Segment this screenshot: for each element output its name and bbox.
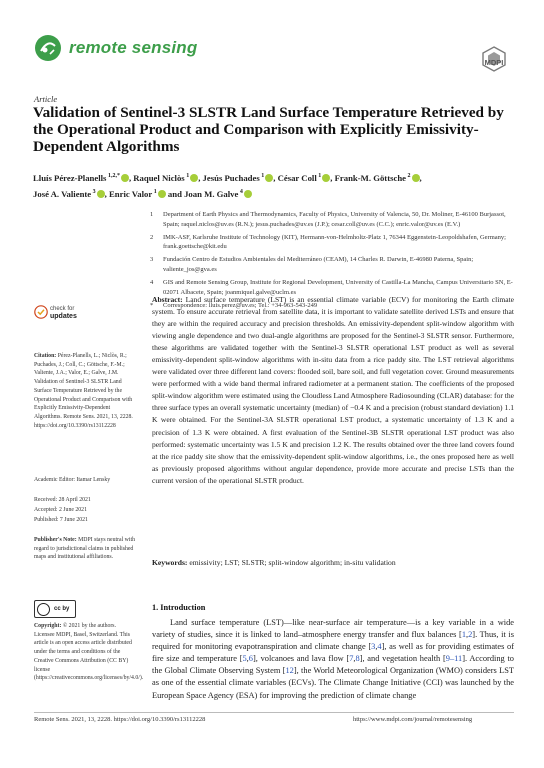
reference-link[interactable]: 6 [248,654,253,664]
reference-link[interactable]: 9–11 [445,654,463,664]
intro-text-segment: Land surface temperature (LST)—like near-surface air temperature—is a key variable in a wide variety of studies, since it is linked to land–atmosphere energy transfer and flux balances [ [152,618,514,640]
copyright-text: © 2021 by the authors. Licensee MDPI, Basel, Switzerland. This article is an open access article distributed under the terms and conditions of the Creative Commons Attribution (CC BY) license (https://creativecommons.org/licenses/by/4.0/). [34,623,144,682]
citation-label: Citation: [34,353,57,359]
reference-link[interactable]: 5 [242,654,247,664]
footer-citation: Remote Sens. 2021, 13, 2228. https://doi.org/10.3390/rs13112228 [34,716,206,723]
publisher-note-label: Publisher's Note: [34,537,77,543]
cc-by-license-badge[interactable] [34,600,76,618]
author-name: Lluís Pérez-Planells [33,172,107,183]
published-date: Published: 7 June 2021 [34,517,88,523]
keywords-label: Keywords: [152,558,188,567]
affiliation-number: * [150,301,154,309]
publisher-note [34,536,138,562]
introduction-text [152,617,514,702]
author-name: José A. Valiente [33,188,92,199]
orcid-icon[interactable] [244,190,252,198]
affiliation-text: Correspondence: lluis.perez@uv.es; Tel.: +34-963-543-249 [163,301,318,309]
intro-text-segment: , [466,630,469,640]
reference-link[interactable]: 3 [371,642,376,652]
author-name: Raquel Niclòs [133,172,185,183]
orcid-icon[interactable] [412,174,420,182]
citation-text: Pérez-Planells, L.; Niclòs, R.; Puchades, J.; Coll, C.; Göttsche, F.-M.; Valiente, J.A.; Valor, E.; Galve, J.M. Validation of Sentinel-3 SLSTR Land Surface Temperature Retrieved by the Operational Product and Comparison with Explicitly Emissivity-Dependent Algorithms. Remote Sens. 2021, 13, 2228. https://doi.org/10.3390/rs13112228 [34,353,133,429]
citation-block [34,352,138,430]
section-heading-introduction: 1. Introduction [152,603,206,612]
footer-journal-url[interactable]: https://www.mdpi.com/journal/remotesensing [353,716,473,723]
keywords [152,557,514,568]
author-name: Jesús Puchades [202,172,260,183]
affiliation-text: GIS and Remote Sensing Group, Institute for Regional Development, University of Castilla-La Mancha, Campus Universitario SN, E-02071 Albacete, Spain; joanmiquel.galve@uclm.es [163,279,513,296]
author-list [33,169,523,201]
author-affiliation-marker: 3 [91,188,96,195]
orcid-icon[interactable] [97,190,105,198]
journal-name: remote sensing [69,38,198,57]
orcid-icon[interactable] [190,174,198,182]
author-separator: , [419,172,422,183]
affiliation-item [150,255,520,274]
author-affiliation-marker: 1 [316,173,322,179]
abstract [152,294,514,487]
affiliation-number: 4 [150,279,154,287]
author-name: Enric Valor [109,188,153,199]
article-title: Validation of Sentinel-3 SLSTR Land Surface Temperature Retrieved by the Operational Product and Comparison with Explicitly Emissivity-Dependent Algorithms [33,104,504,155]
reference-link[interactable]: 1 [461,630,467,640]
copyright-block [34,622,144,683]
author-separator: , [128,172,134,183]
copyright-label: Copyright: [34,623,62,629]
reference-link[interactable]: 8 [355,654,360,664]
check-for-updates-icon[interactable] [34,305,48,319]
author-affiliation-marker: 1,2,* [106,173,120,179]
cc-icon [37,603,50,616]
author-separator: and [165,188,185,199]
check-for-updates[interactable] [50,306,77,320]
updates-line2: updates [50,313,77,320]
keywords-text: emissivity; LST; SLSTR; split-window algorithm; in-situ validation [189,558,396,567]
intro-text-segment: , [353,654,356,664]
author-name: César Coll [277,172,317,183]
affiliation-item [150,233,520,252]
academic-editor: Academic Editor: Itamar Lensky [34,477,111,483]
article-type: Article [34,94,58,104]
footer-divider [34,712,514,713]
affiliation-number: 3 [150,256,154,264]
intro-text-segment: ]. Thus, it is required for monitoring evapotranspiration and climate change [ [152,630,514,652]
intro-text-segment: , [375,642,378,652]
cc-text: cc by [54,606,70,612]
author-affiliation-marker: 1 [184,173,190,179]
affiliation-item [150,210,520,229]
author-separator: , [330,172,335,183]
author-name: Frank-M. Göttsche [334,172,407,183]
reference-link[interactable]: 4 [377,642,382,652]
abstract-text: Land surface temperature (LST) is an essential climate variable (ECV) for monitoring the Earth climate system. To ensure accurate retrieval from satellite data, it is important to validate satellite derived LSTs and ensure that they are within the required accuracy and precision thresholds. An emissivity-dependent split-window algorithm with viewing angle dependence and two dual-angle algorithms are proposed for the Sentinel-3 SLSTR sensor. Furthermore, these algorithms are validated together with the Sentinel-3 SLSTR operational LST product as well as several emissivity-dependent split-window algorithms with in-situ data from a rice paddy site. The LST retrieval algorithms were validated over three different land covers: flooded soil, bare soil, and full vegetation cover. Ground measurements were performed with a wide band thermal infrared radiometer at a permanent station. The coefficients of the proposed split-window algorithm were estimated using the Cloudless Land Atmosphere Radiosounding (CLAR) database: for the three surface types an overall systematic uncertainty (median) of −0.4 K and a precision (robust standard deviation) 1.1 K were obtained. For the Sentinel-3A SLSTR operational LST product, a systematic uncertainty of 1.3 K and a precision of 1.3 K were obtained. A first evaluation of the Sentinel-3B SLSTR operational LST product was also performed: systematic uncertainty was 1.5 K and precision 1.2 K. The results obtained over the three land covers found at the rice paddy site show that the emissivity-dependent split-window algorithms, i.e., the ones proposed here as well as previously proposed algorithms without angular dependence, provide more accurate and precise LSTs than the current version of the operational SLSTR product. [152,295,514,485]
intro-text-segment: ], and vegetation health [ [359,654,446,664]
author-affiliation-marker: 2 [406,173,411,179]
affiliation-number: 2 [150,233,154,241]
reference-link[interactable]: 2 [468,630,473,640]
publisher-name: MDPI [484,58,504,67]
orcid-icon[interactable] [121,174,129,182]
author-separator: , [273,172,278,183]
affiliation-text: Fundación Centro de Estudios Ambientales del Mediterráneo (CEAM), 14 Charles R. Darwin, E-46980 Paterna, Spain; valiente_jos@gva.es [163,256,474,273]
author-affiliation-marker: 4 [238,188,243,195]
author-affiliation-marker: 1 [152,188,157,195]
reference-link[interactable]: 7 [349,654,354,664]
affiliation-text: IMK-ASF, Karlsruhe Institute of Technology (KIT), Hermann-von-Helmholtz-Platz 1, 76344 Eggenstein-Leopoldshafen, Germany; frank.goettsche@kit.edu [163,233,506,251]
intro-text-segment: ], as well as for providing estimates of fire size and temperature [ [152,642,514,664]
intro-text-segment: , [246,654,249,664]
orcid-icon[interactable] [158,190,166,198]
accepted-date: Accepted: 2 June 2021 [34,507,87,513]
author-separator: , [104,188,110,199]
intro-text-segment: ]. According to the Global Climate Observing System [ [152,654,514,676]
updates-line1: check for [50,306,75,312]
received-date: Received: 28 April 2021 [34,497,91,503]
publisher-note-text: MDPI stays neutral with regard to jurisdictional claims in published maps and institutional affiliations. [34,537,135,561]
author-affiliation-marker: 1 [259,173,265,179]
reference-link[interactable]: 12 [285,666,294,676]
abstract-label: Abstract: [152,295,183,304]
journal-logo-icon [34,34,62,62]
affiliation-number: 1 [150,211,154,218]
intro-text-segment: ], the World Meteorological Organization (WMO) considers LST as one of the essential climate variables (ECVs). The Climate Change Initiative (CCI) was launched by the European Space Agency (ESA) for improving the prediction of climate change [152,666,514,700]
affiliation-text: Department of Earth Physics and Thermodynamics, Faculty of Physics, University of Valencia, 50, Dr. Moliner, E-46100 Burjassot, Spain; raquel.niclos@uv.es (R.N.); jesus.puchades@uv.es (J.P.); cesar.coll@uv.es (C.C.); enric.valor@uv.es (E.V.) [163,211,506,228]
author-name: Joan M. Galve [184,188,239,199]
intro-text-segment: ], volcanoes and lava flow [ [252,654,350,664]
author-separator: , [198,172,203,183]
